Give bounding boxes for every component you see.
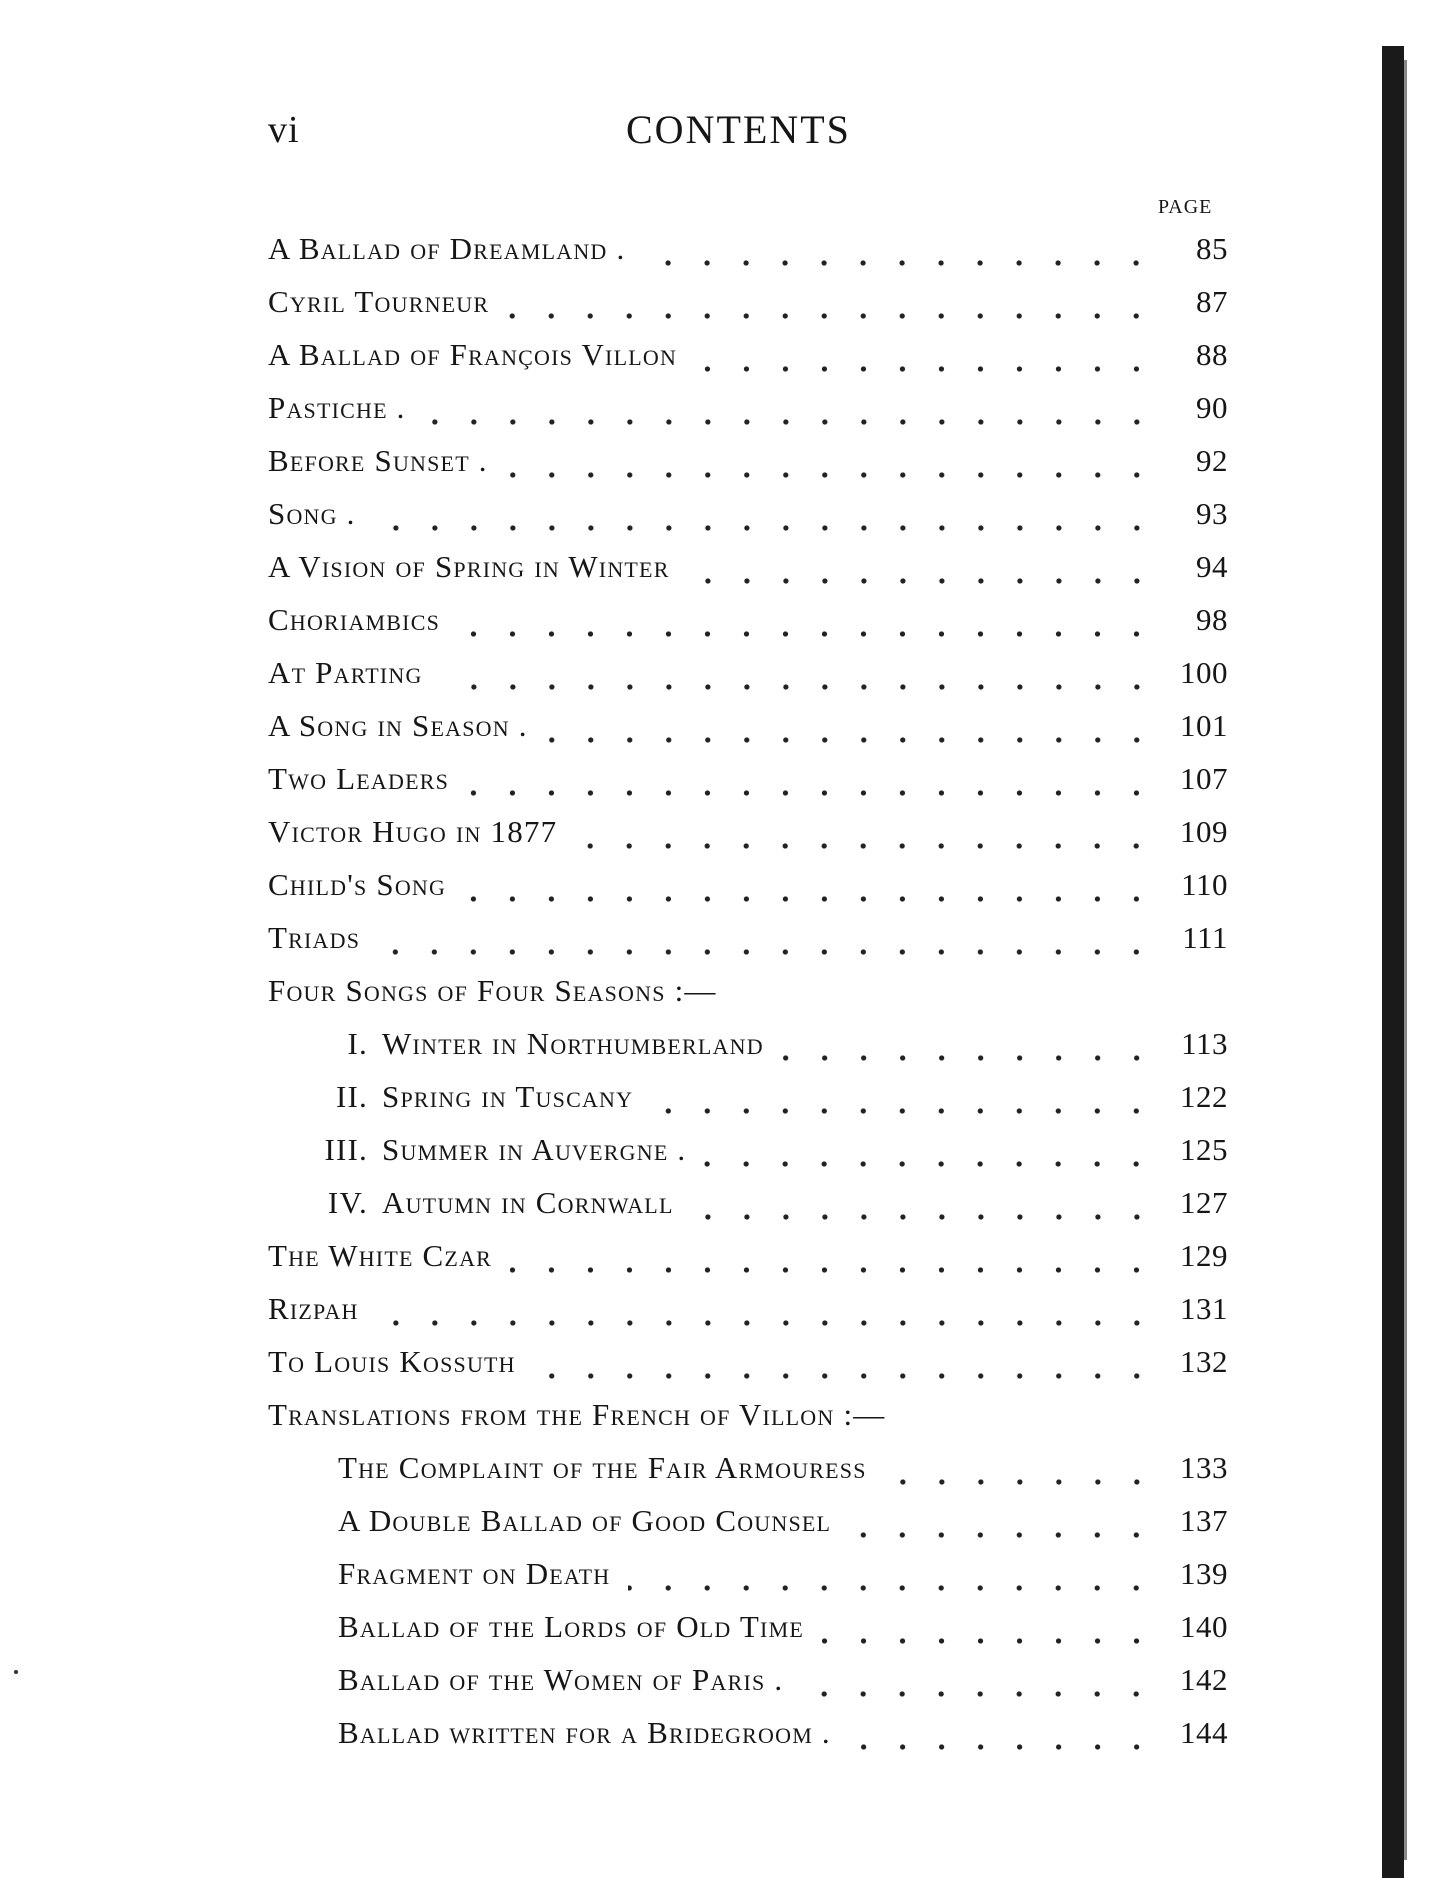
toc-entry-title: The White Czar xyxy=(268,1237,493,1273)
toc-subentry xyxy=(268,1706,1228,1759)
toc-entry-title: A Song in Season . xyxy=(268,707,528,743)
toc-entry-title: A Double Ballad of Good Counsel xyxy=(338,1502,832,1538)
page-column-label: PAGE xyxy=(1158,196,1213,218)
dot-leader xyxy=(643,231,1156,267)
toc-entry xyxy=(268,1335,1228,1388)
toc-subentry-numeral: I. xyxy=(347,1025,368,1061)
toc-entry-page: 125 xyxy=(1180,1131,1228,1167)
toc-entry-title: Rizpah xyxy=(268,1290,359,1326)
toc-section-heading xyxy=(268,1388,1228,1441)
dot-leader xyxy=(801,1662,1156,1698)
dot-leader xyxy=(441,655,1156,691)
dot-leader xyxy=(506,443,1156,479)
toc-entry-title: To Louis Kossuth xyxy=(268,1343,516,1379)
toc-subentry-numeral: IV. xyxy=(327,1184,368,1220)
toc-entry-page: 98 xyxy=(1196,601,1228,637)
dot-leader xyxy=(424,390,1156,426)
toc-entry-page: 122 xyxy=(1180,1078,1228,1114)
toc-entry xyxy=(268,911,1228,964)
toc-entry-page: 92 xyxy=(1196,442,1228,478)
toc-entry-title: Ballad written for a Bridegroom . xyxy=(338,1714,831,1750)
table-of-contents xyxy=(268,222,1228,1759)
toc-subentry xyxy=(268,1123,1228,1176)
toc-entry-title: The Complaint of the Fair Armouress xyxy=(338,1449,867,1485)
dot-leader xyxy=(546,708,1156,744)
toc-entry-title: Triads xyxy=(268,919,361,955)
toc-entry xyxy=(268,699,1228,752)
dot-leader xyxy=(695,337,1156,373)
toc-entry-page: 113 xyxy=(1181,1025,1228,1061)
dot-leader xyxy=(507,284,1156,320)
toc-entry-page: 101 xyxy=(1180,707,1228,743)
toc-subentry xyxy=(268,1494,1228,1547)
toc-entry xyxy=(268,487,1228,540)
toc-entry-title: Ballad of the Lords of Old Time xyxy=(338,1608,804,1644)
toc-subentry xyxy=(268,1070,1228,1123)
toc-section-title: Four Songs of Four Seasons :— xyxy=(268,972,717,1008)
toc-subentry xyxy=(268,1653,1228,1706)
dot-leader xyxy=(628,1556,1156,1592)
dot-leader xyxy=(782,1026,1156,1062)
toc-entry-title: Choriambics xyxy=(268,601,441,637)
dot-leader xyxy=(575,814,1156,850)
toc-entry-page: 87 xyxy=(1196,283,1228,319)
toc-entry xyxy=(268,805,1228,858)
page-title: CONTENTS xyxy=(626,107,851,152)
toc-entry-page: 110 xyxy=(1181,866,1228,902)
toc-entry-title: Autumn in Cornwall xyxy=(382,1184,674,1220)
toc-entry-title: A Vision of Spring in Winter xyxy=(268,548,670,584)
toc-entry xyxy=(268,222,1228,275)
dot-leader xyxy=(704,1132,1156,1168)
dot-leader xyxy=(849,1503,1156,1539)
dot-leader xyxy=(374,496,1156,532)
toc-entry-page: 129 xyxy=(1180,1237,1228,1273)
dot-leader xyxy=(377,1291,1156,1327)
dot-leader xyxy=(458,602,1156,638)
toc-entry-page: 132 xyxy=(1180,1343,1228,1379)
dot-leader xyxy=(378,920,1156,956)
toc-entry xyxy=(268,858,1228,911)
toc-entry-page: 93 xyxy=(1196,495,1228,531)
dot-leader xyxy=(651,1079,1156,1115)
toc-entry-page: 85 xyxy=(1196,230,1228,266)
toc-entry-page: 142 xyxy=(1180,1661,1228,1697)
toc-subentry-numeral: II. xyxy=(336,1078,368,1114)
toc-entry xyxy=(268,328,1228,381)
toc-entry-page: 111 xyxy=(1182,919,1228,955)
dot-leader xyxy=(510,1238,1156,1274)
toc-entry-title: Fragment on Death xyxy=(338,1555,611,1591)
dot-leader xyxy=(692,1185,1156,1221)
toc-entry-title: A Ballad of Dreamland . xyxy=(268,230,626,266)
toc-entry-page: 109 xyxy=(1180,813,1228,849)
toc-entry-title: Song . xyxy=(268,495,356,531)
book-spine-shadow xyxy=(1382,46,1404,1878)
toc-entry-title: Two Leaders xyxy=(268,760,450,796)
toc-entry-title: Child's Song xyxy=(268,866,447,902)
dot-leader xyxy=(688,549,1156,585)
toc-entry-title: A Ballad of François Villon xyxy=(268,336,678,372)
toc-entry-page: 139 xyxy=(1180,1555,1228,1591)
toc-subentry-numeral: III. xyxy=(324,1131,368,1167)
dot-leader xyxy=(822,1609,1156,1645)
toc-entry-page: 107 xyxy=(1180,760,1228,796)
toc-entry xyxy=(268,646,1228,699)
folio-number: vi xyxy=(268,109,300,151)
toc-subentry xyxy=(268,1176,1228,1229)
toc-entry-title: Spring in Tuscany xyxy=(382,1078,634,1114)
dot-leader xyxy=(849,1715,1156,1751)
toc-entry-title: Before Sunset . xyxy=(268,442,488,478)
dot-leader xyxy=(534,1344,1156,1380)
toc-entry xyxy=(268,540,1228,593)
toc-entry-page: 144 xyxy=(1180,1714,1228,1750)
toc-entry-page: 131 xyxy=(1180,1290,1228,1326)
toc-entry xyxy=(268,275,1228,328)
toc-subentry xyxy=(268,1600,1228,1653)
toc-entry-page: 100 xyxy=(1180,654,1228,690)
toc-entry-title: Victor Hugo in 1877 xyxy=(268,813,558,849)
toc-entry xyxy=(268,1229,1228,1282)
toc-entry-page: 94 xyxy=(1196,548,1228,584)
toc-entry xyxy=(268,752,1228,805)
toc-entry-title: Cyril Tourneur xyxy=(268,283,490,319)
toc-subentry xyxy=(268,1441,1228,1494)
dot-leader xyxy=(464,867,1156,903)
dot-leader xyxy=(885,1450,1156,1486)
toc-entry xyxy=(268,381,1228,434)
toc-entry-title: Winter in Northumberland xyxy=(382,1025,764,1061)
toc-entry-page: 127 xyxy=(1180,1184,1228,1220)
book-spine-edge xyxy=(1404,60,1407,1860)
toc-entry-title: Ballad of the Women of Paris . xyxy=(338,1661,784,1697)
toc-entry xyxy=(268,434,1228,487)
toc-subentry xyxy=(268,1017,1228,1070)
toc-entry-title: Summer in Auvergne . xyxy=(382,1131,687,1167)
toc-entry-title: At Parting xyxy=(268,654,423,690)
toc-entry-page: 133 xyxy=(1180,1449,1228,1485)
toc-entry-page: 140 xyxy=(1180,1608,1228,1644)
print-speck xyxy=(14,1670,18,1674)
toc-entry-page: 90 xyxy=(1196,389,1228,425)
dot-leader xyxy=(467,761,1156,797)
toc-entry-page: 88 xyxy=(1196,336,1228,372)
toc-entry-page: 137 xyxy=(1180,1502,1228,1538)
toc-subentry xyxy=(268,1547,1228,1600)
toc-section-heading xyxy=(268,964,1228,1017)
toc-section-title: Translations from the French of Villon :— xyxy=(268,1396,886,1432)
toc-entry-title: Pastiche . xyxy=(268,389,406,425)
toc-entry xyxy=(268,593,1228,646)
toc-entry xyxy=(268,1282,1228,1335)
